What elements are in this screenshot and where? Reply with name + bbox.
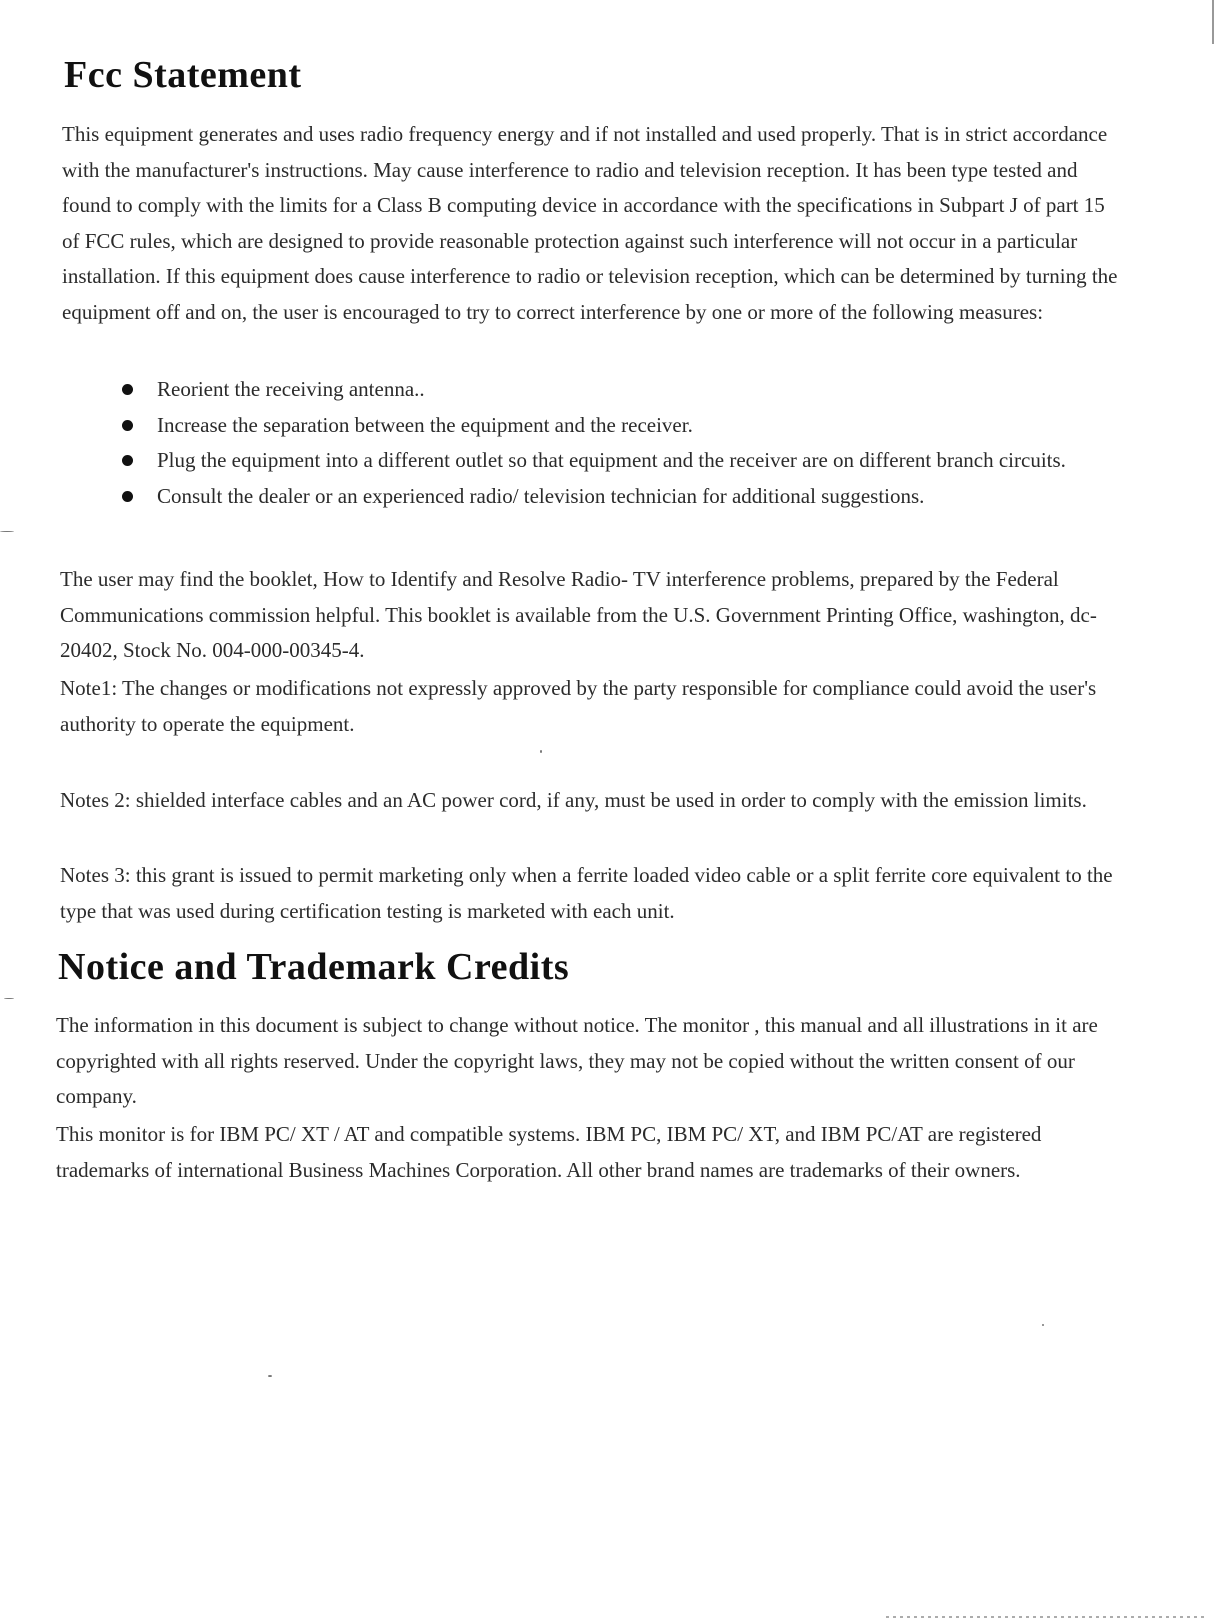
scan-speck <box>4 998 14 999</box>
list-item <box>112 443 1112 478</box>
list-item <box>112 408 1112 443</box>
fcc-statement-heading: Fcc Statement <box>64 54 302 96</box>
bullet-icon <box>122 384 133 395</box>
note1-paragraph: Note1: The changes or modifications not expressly approved by the party responsible for compliance could avoid the user's authority to operate the equipment. <box>60 676 1097 736</box>
measure-text: Plug the equipment into a different outlet so that equipment and the receiver are on different branch circuits. <box>157 448 1066 472</box>
measure-text: Reorient the receiving antenna.. <box>157 377 425 401</box>
list-item <box>112 372 1112 407</box>
notice-trademark-heading: Notice and Trademark Credits <box>58 946 570 988</box>
notice-paragraph-1: The information in this document is subject to change without notice. The monitor , this manual and all illustrations in it are copyrighted with all rights reserved. Under the copyright laws, they may not be copied without the written consent of our company. <box>56 1013 1098 1108</box>
scan-noise-line <box>886 1616 1206 1618</box>
scan-speck <box>540 750 542 753</box>
bullet-icon <box>122 420 133 431</box>
notice-paragraph-2: This monitor is for IBM PC/ XT / AT and compatible systems. IBM PC, IBM PC/ XT, and IBM PC/AT are registered trademarks of international Business Machines Corporation. All other brand names are trademarks of their owners. <box>56 1122 1042 1182</box>
note3-paragraph: Notes 3: this grant is issued to permit marketing only when a ferrite loaded video cable or a split ferrite core equivalent to the type that was used during certification testing is marketed with each unit. <box>60 863 1113 923</box>
note2-paragraph: Notes 2: shielded interface cables and an AC power cord, if any, must be used in order to comply with the emission limits. <box>60 788 1087 812</box>
scan-speck <box>1042 1324 1044 1326</box>
list-item <box>112 479 1112 514</box>
scan-speck <box>268 1375 272 1377</box>
measure-text: Consult the dealer or an experienced radio/ television technician for additional suggestions. <box>157 483 925 508</box>
scan-speck <box>0 531 14 532</box>
bullet-icon <box>122 455 133 466</box>
bullet-icon <box>122 491 133 502</box>
measure-text: Increase the separation between the equipment and the receiver. <box>157 412 693 437</box>
interference-measures-list <box>112 372 1112 514</box>
booklet-paragraph: The user may find the booklet, How to Identify and Resolve Radio- TV interference problems, prepared by the Federal Communications commission helpful. This booklet is available from the U.S. Government Printing Office, washington, dc-20402, Stock No. 004-000-00345-4. <box>60 567 1097 662</box>
fcc-intro-paragraph: This equipment generates and uses radio frequency energy and if not installed and used properly. That is in strict accordance with the manufacturer's instructions. May cause interference to radio and television reception. It has been type tested and found to comply with the limits for a Class B computing device in accordance with the specifications in Subpart J of part 15 of FCC rules, which are designed to provide reasonable protection against such interference will not occur in a particular installation. If this equipment does cause interference to radio or television reception, which can be determined by turning the equipment off and on, the user is encouraged to try to correct interference by one or more of the following measures: <box>62 122 1118 324</box>
